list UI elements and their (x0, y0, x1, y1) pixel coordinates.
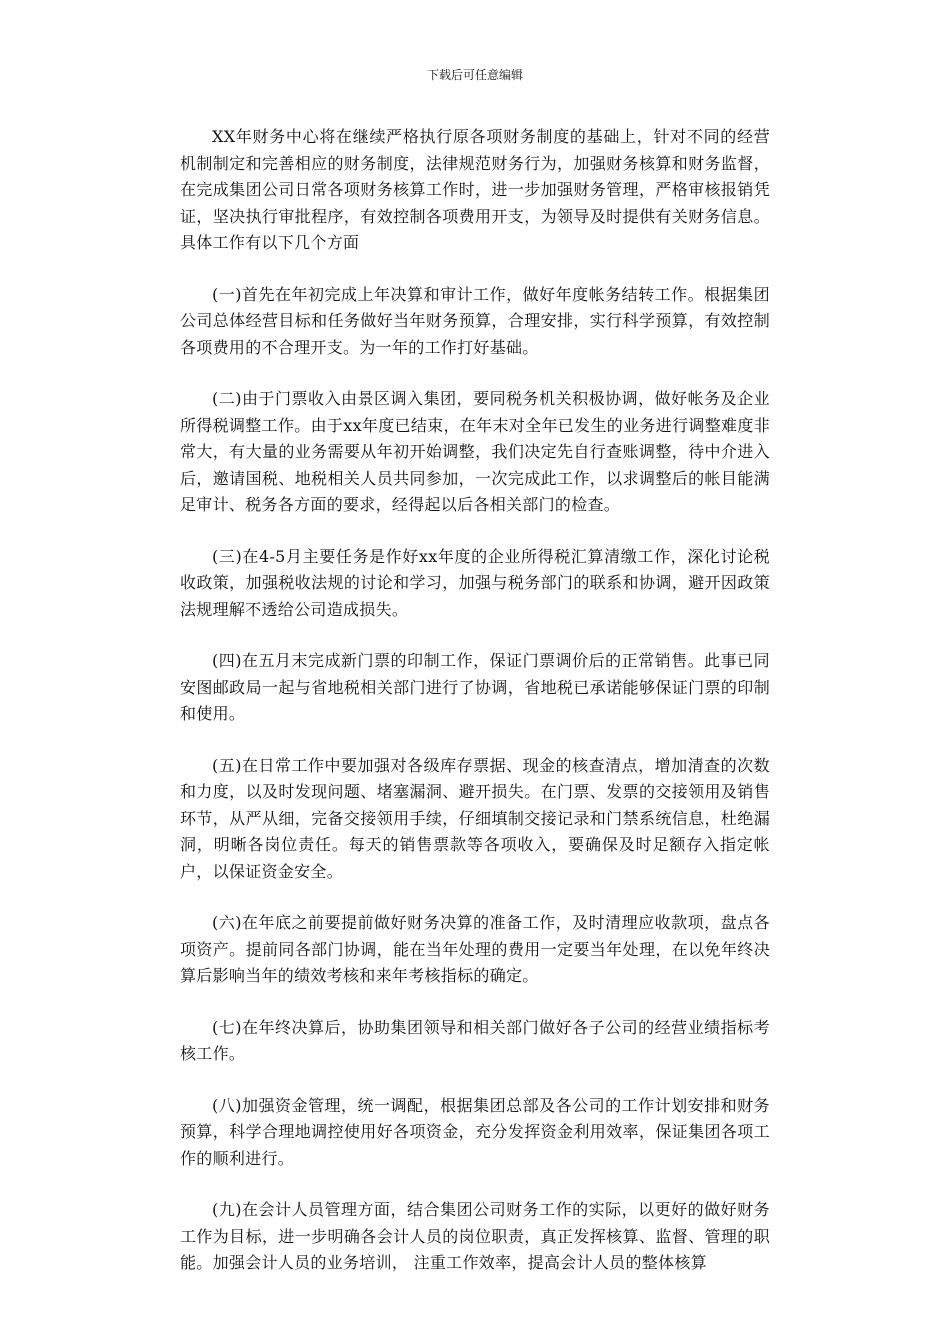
document-body (180, 124, 770, 1302)
paragraph-item-7: (七)在年终决算后，协助集团领导和相关部门做好各子公司的经营业绩指标考核工作。 (180, 1017, 770, 1063)
paragraph-item-5: (五)在日常工作中要加强对各级库存票据、现金的核查清点，增加清查的次数和力度，以及时发现问题、堵塞漏洞、避开损失。在门票、发票的交接领用及销售环节，从严从细，完备交接领用手续，仔细填制交接记录和门禁系统信息，杜绝漏洞，明晰各岗位责任。每天的销售票款等各项收入，要确保及时足额存入指定帐户，以保证资金安全。 (180, 755, 770, 881)
intro-paragraph: XX年财务中心将在继续严格执行原各项财务制度的基础上，针对不同的经营机制制定和完善相应的财务制度，法律规范财务行为，加强财务核算和财务监督，在完成集团公司日常各项财务核算工作时，进一步加强财务管理，严格审核报销凭证，坚决执行审批程序，有效控制各项费用开支，为领导及时提供有关财务信息。具体工作有以下几个方面 (180, 127, 770, 252)
paragraph-item-2: (二)由于门票收入由景区调入集团，要同税务机关积极协调，做好帐务及企业所得税调整工作。由于xx年度已结束，在年末对全年已发生的业务进行调整难度非常大，有大量的业务需要从年初开始调整，我们决定先自行查账调整，待中介进入后，邀请国税、地税相关人员共同参加，一次完成此工作，以求调整后的帐目能满足审计、税务各方面的要求，经得起以后各相关部门的检查。 (180, 389, 770, 514)
page-header: 下载后可任意编辑 (426, 68, 523, 82)
paragraph-item-3: (三)在4-5月主要任务是作好xx年度的企业所得税汇算清缴工作，深化讨论税收政策，加强税收法规的讨论和学习，加强与税务部门的联系和协调，避开因政策法规理解不透给公司造成损失。 (180, 546, 770, 619)
paragraph-item-9: (九)在会计人员管理方面，结合集团公司财务工作的实际，以更好的做好财务工作为目标，进一步明确各会计人员的岗位职责，真正发挥核算、监督、管理的职能。加强会计人员的业务培训， 注重工作效率，提高会计人员的整体核算 (180, 1200, 770, 1272)
paragraph-item-8: (八)加强资金管理，统一调配，根据集团总部及各公司的工作计划安排和财务预算，科学合理地调控使用好各项资金，充分发挥资金利用效率，保证集团各项工作的顺利进行。 (180, 1095, 770, 1168)
paragraph-item-6: (六)在年底之前要提前做好财务决算的准备工作，及时清理应收款项，盘点各项资产。提前同各部门协调，能在当年处理的费用一定要当年处理，在以免年终决算后影响当年的绩效考核和来年考核指标的确定。 (180, 913, 770, 985)
paragraph-item-1: (一)首先在年初完成上年决算和审计工作，做好年度帐务结转工作。根据集团公司总体经营目标和任务做好当年财务预算，合理安排，实行科学预算，有效控制各项费用的不合理开支。为一年的工作打好基础。 (180, 284, 770, 357)
paragraph-item-4: (四)在五月末完成新门票的印制工作，保证门票调价后的正常销售。此事已同安图邮政局一起与省地税相关部门进行了协调，省地税已承诺能够保证门票的印制和使用。 (180, 651, 770, 723)
